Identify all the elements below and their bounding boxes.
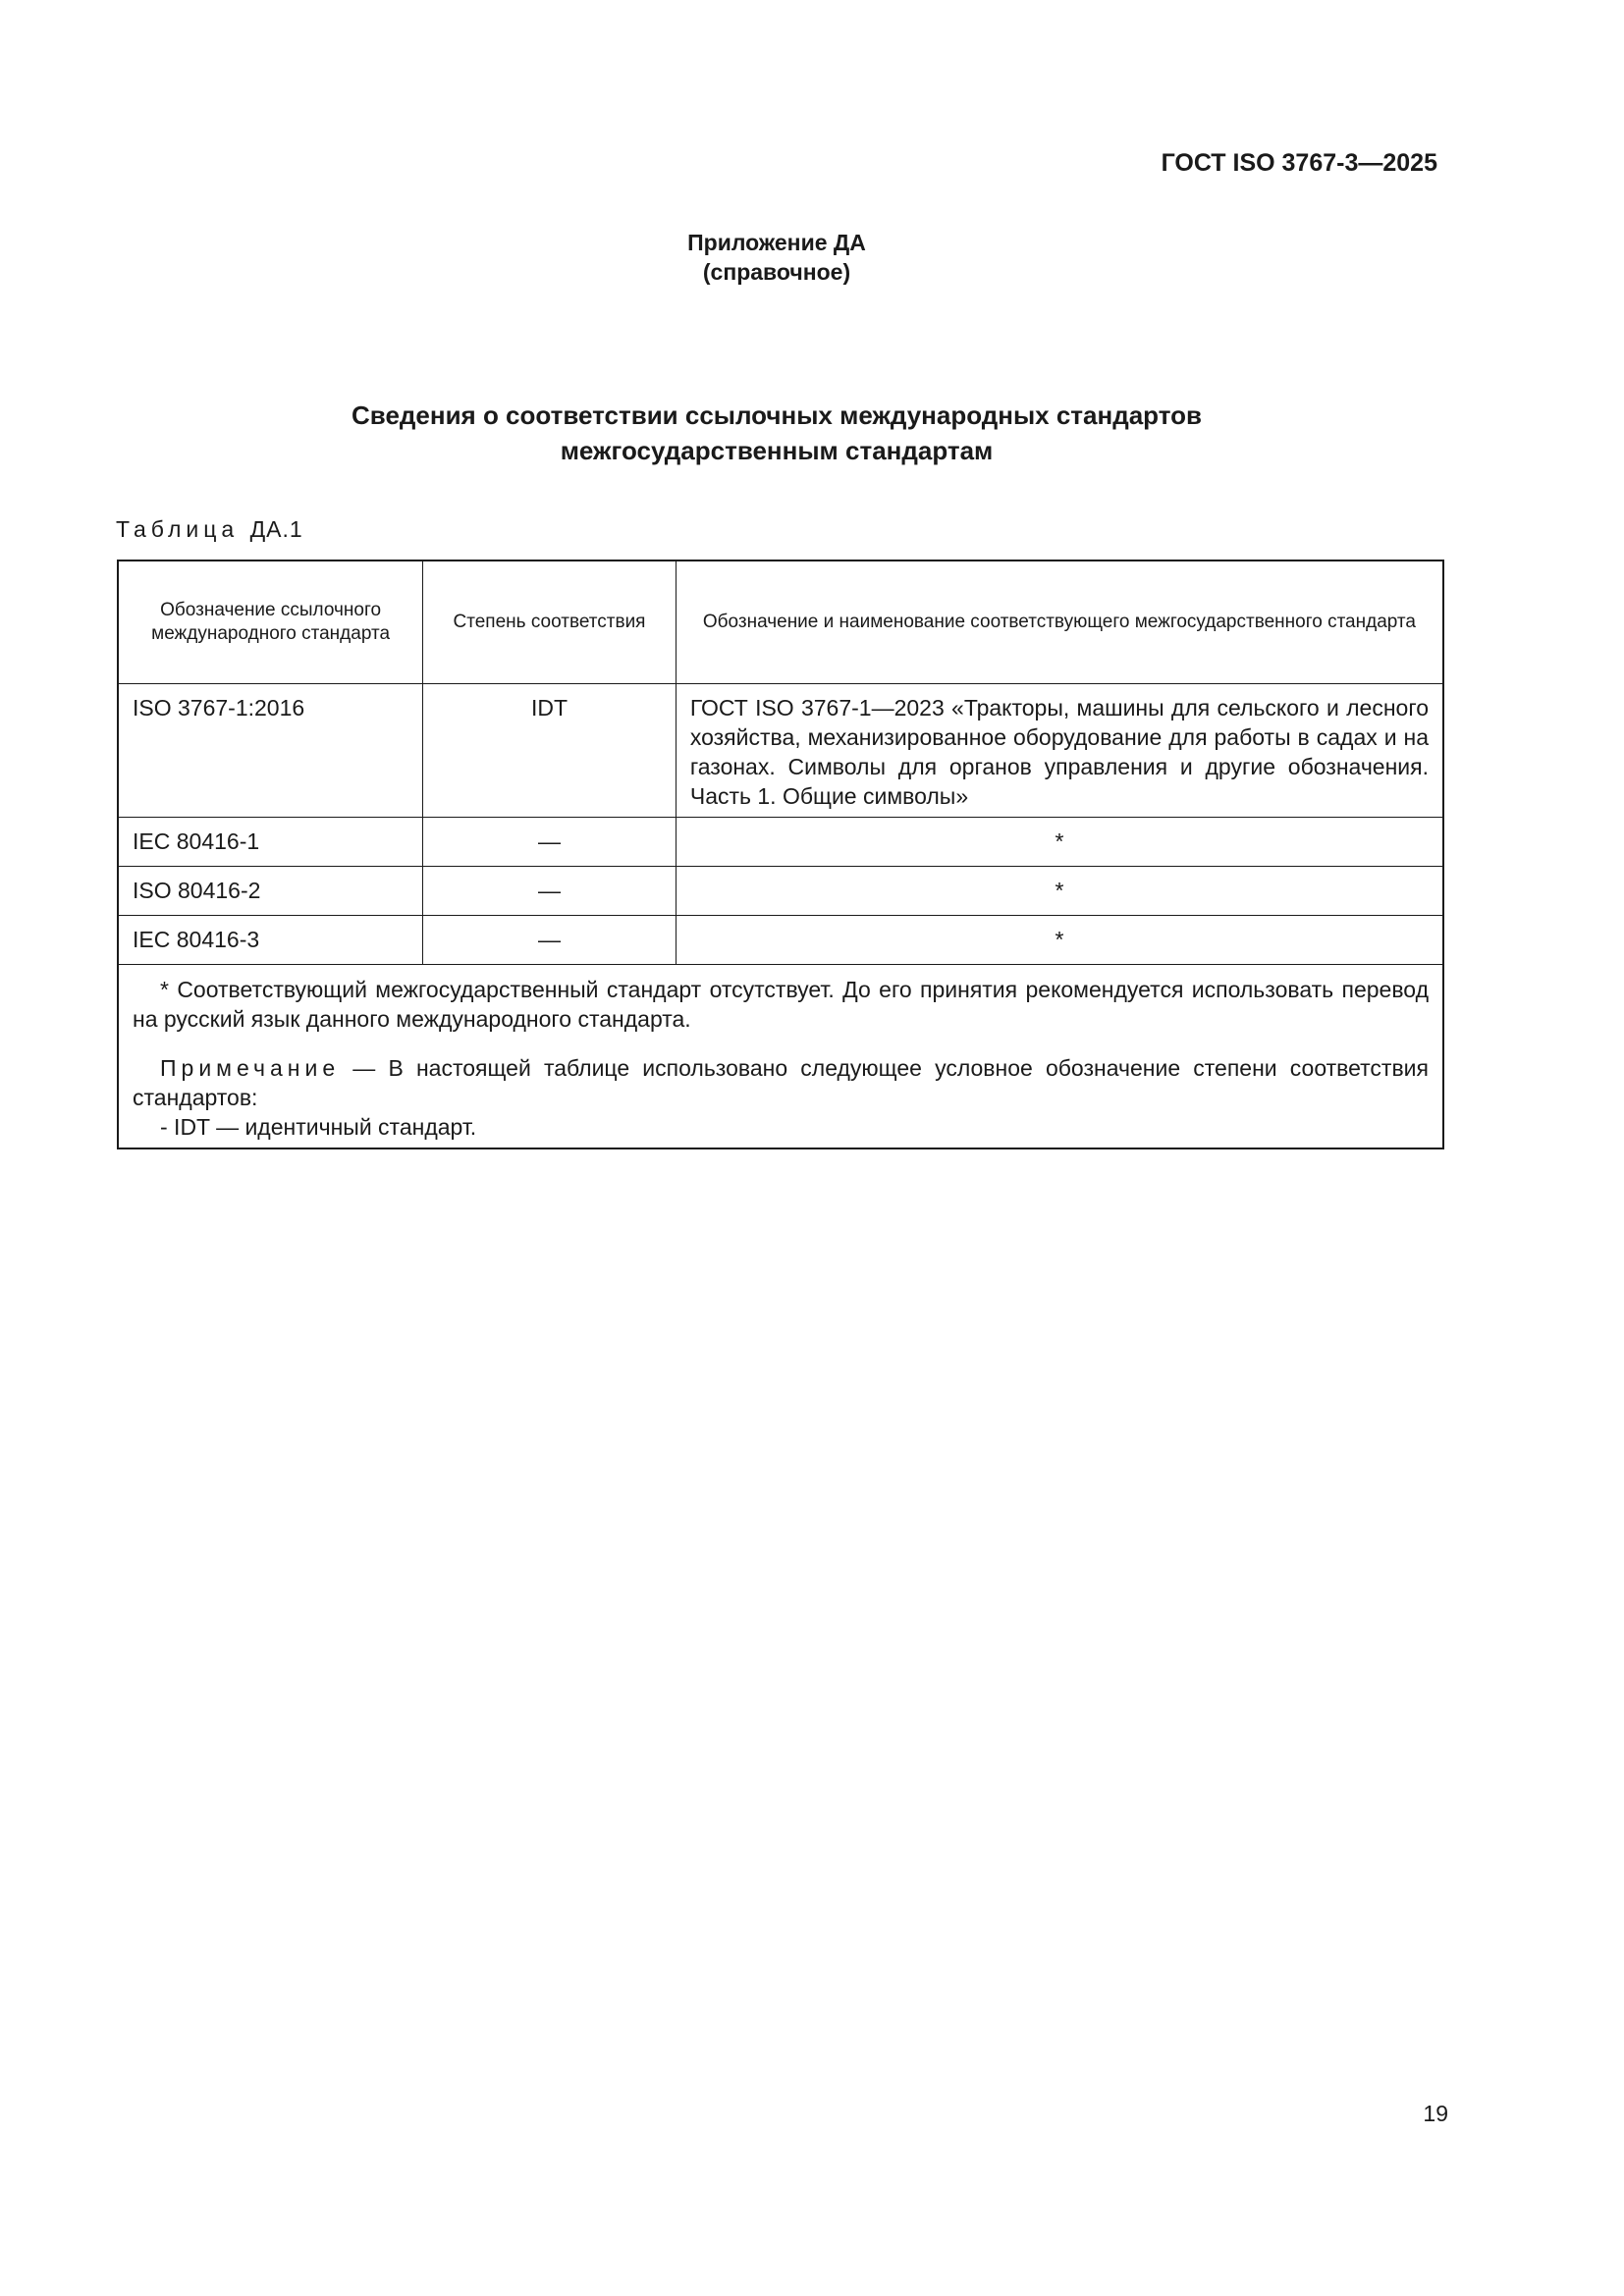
appendix-heading [0,228,1553,287]
cell-interstate-standard: ГОСТ ISO 3767-1—2023 «Тракторы, машины для сельского и лесного хозяйства, механизированное оборудование для работы в садах и на газонах. Символы для органов управления и другие обозначения. Часть 1. Общие символы» [676,684,1443,818]
note-list-item: - IDT — идентичный стандарт. [160,1114,477,1140]
section-title-line-1: Сведения о соответствии ссылочных международных стандартов [352,400,1202,430]
table-footer [118,965,1443,1149]
table-caption-label: Таблица [116,516,240,542]
cell-reference-standard: ISO 3767-1:2016 [118,684,423,818]
cell-degree: — [423,818,677,867]
table-row [118,684,1443,818]
table-caption-number: ДА.1 [249,516,303,542]
header-degree-of-correspondence: Степень соответствия [423,561,677,684]
cell-interstate-standard: * [676,916,1443,965]
cell-interstate-standard: * [676,867,1443,916]
header-reference-standard: Обозначение ссылочного международного стандарта [118,561,423,684]
header-interstate-standard: Обозначение и наименование соответствующего межгосударственного стандарта [676,561,1443,684]
appendix-title: Приложение ДА [687,230,866,255]
table-header-row [118,561,1443,684]
cell-reference-standard: ISO 80416-2 [118,867,423,916]
table-footnote: * Соответствующий межгосударственный стандарт отсутствует. До его принятия рекомендуется использовать перевод на русский язык данного международного стандарта. [133,977,1429,1032]
page-number: 19 [1423,2101,1448,2126]
cell-reference-standard: IEC 80416-3 [118,916,423,965]
table-note [133,1053,1429,1112]
table-row [118,867,1443,916]
note-label: Примечание [160,1055,341,1081]
cell-reference-standard: IEC 80416-1 [118,818,423,867]
table-caption [116,516,303,543]
table-row [118,916,1443,965]
appendix-subtitle: (справочное) [702,259,851,285]
section-title-line-2: межгосударственным стандартам [560,436,994,465]
note-text: — В настоящей таблице использовано следующее условное обозначение степени соответствия стандартов: [133,1055,1429,1110]
cell-degree: IDT [423,684,677,818]
table-row [118,818,1443,867]
section-title [0,398,1553,468]
document-code: ГОСТ ISO 3767-3—2025 [1161,149,1437,177]
cell-degree: — [423,867,677,916]
table-footer-row [118,965,1443,1149]
standards-correspondence-table [117,560,1444,1149]
cell-degree: — [423,916,677,965]
cell-interstate-standard: * [676,818,1443,867]
